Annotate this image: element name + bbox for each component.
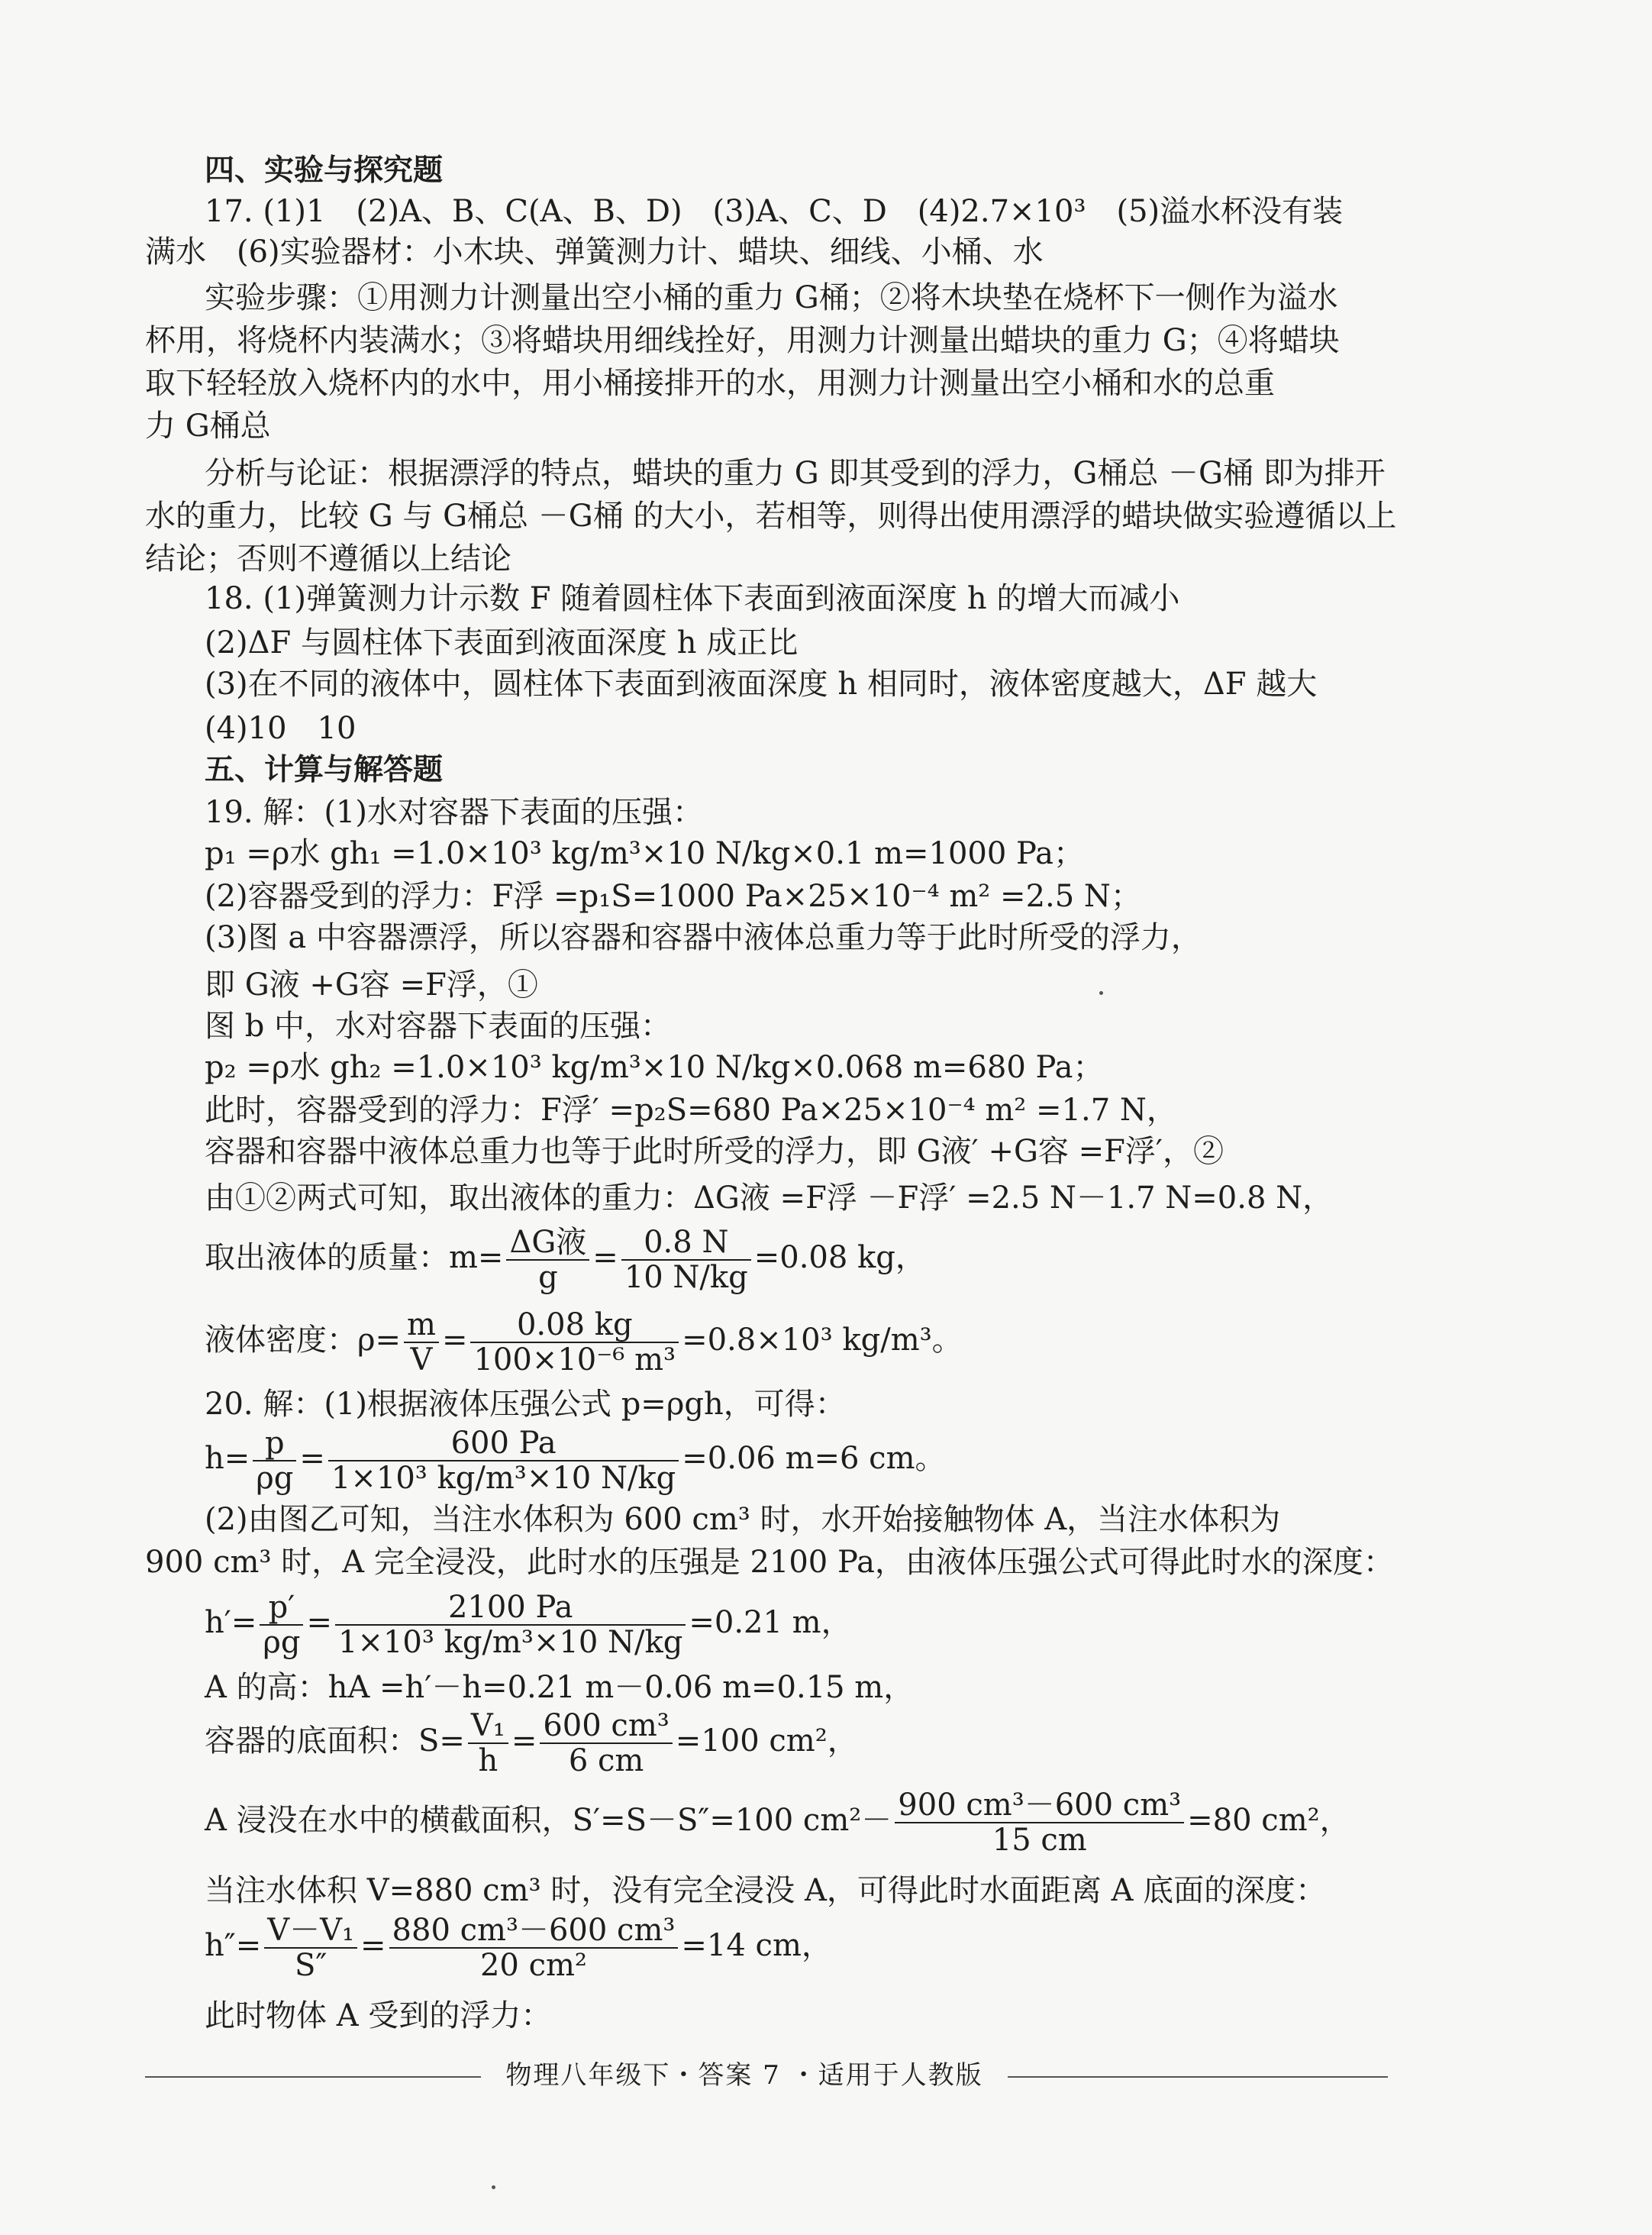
numerator: p [253, 1426, 296, 1461]
fraction [621, 1226, 751, 1294]
q19-line-9: 容器和容器中液体总重力也等于此时所受的浮力，即 G液′ +G容 =F浮′，② [205, 1134, 1224, 1169]
q19-line-10: 由①②两式可知，取出液体的重力：ΔG液 =F浮 －F浮′ =2.5 N－1.7 N=0.8 N， [205, 1180, 1334, 1216]
equals-sign: = [306, 1605, 332, 1640]
q17-line-6: 力 G桶总 [145, 409, 271, 444]
q19-line-5: 即 G液 +G容 =F浮，① [205, 967, 538, 1003]
q17-line-8: 水的重力，比较 G 与 G桶总 －G桶 的大小，若相等，则得出使用漂浮的蜡块做实验遵循以上 [145, 499, 1397, 534]
denominator: S″ [294, 1948, 327, 1983]
numerator: 900 cm³－600 cm³ [895, 1788, 1184, 1823]
denominator: ρg [256, 1461, 294, 1496]
q18-line-2: (2)ΔF 与圆柱体下表面到液面深度 h 成正比 [205, 625, 799, 660]
equation-prefix: h″= [205, 1928, 262, 1963]
q17-line-7: 分析与论证：根据漂浮的特点，蜡块的重力 G 即其受到的浮力，G桶总 －G桶 即为排开 [205, 456, 1386, 491]
q19-density-equation [205, 1308, 963, 1377]
q17-line-1: 17. (1)1 (2)A、B、C(A、B、D) (3)A、C、D (4)2.7×10³ (5)溢水杯没有装 [205, 194, 1344, 229]
q20-h-prime-equation [205, 1591, 852, 1659]
denominator: 15 cm [992, 1823, 1087, 1858]
denominator: 10 N/kg [624, 1260, 748, 1295]
equation-suffix: =0.06 m=6 cm。 [682, 1441, 946, 1476]
fraction [404, 1308, 439, 1377]
equation-suffix: =14 cm， [681, 1928, 832, 1963]
scan-speck [1099, 991, 1103, 995]
q17-line-2: 满水 (6)实验器材：小木块、弹簧测力计、蜡块、细线、小桶、水 [145, 234, 1044, 270]
q19-line-8: 此时，容器受到的浮力：F浮′ =p₂S=680 Pa×25×10⁻⁴ m² =1.7 N， [205, 1093, 1177, 1128]
denominator: g [538, 1260, 558, 1295]
equation-suffix: =0.8×10³ kg/m³。 [682, 1323, 963, 1358]
numerator: ΔG液 [506, 1226, 589, 1261]
q20-line-v: 当注水体积 V=880 cm³ 时，没有完全浸没 A，可得此时水面距离 A 底面的深度： [205, 1873, 1327, 1908]
fraction [253, 1426, 296, 1495]
fraction [260, 1591, 303, 1659]
numerator: 600 Pa [328, 1426, 679, 1461]
q19-line-1: 19. 解：(1)水对容器下表面的压强： [205, 795, 703, 830]
equation-suffix: =80 cm²， [1187, 1803, 1350, 1838]
equals-sign: = [360, 1928, 386, 1963]
equation-suffix: =0.21 m， [689, 1605, 852, 1640]
scan-speck [492, 2185, 495, 2189]
equals-sign: = [592, 1240, 618, 1275]
fraction [470, 1308, 679, 1377]
section-heading-4: 四、实验与探究题 [205, 153, 444, 188]
q20-line-last: 此时物体 A 受到的浮力： [205, 1998, 552, 2033]
numerator: 0.8 N [621, 1226, 751, 1261]
page-footer: 物理八年级下・答案 7 ・适用于人教版 [505, 2060, 983, 2091]
equals-sign: = [441, 1323, 468, 1358]
equation-prefix: 取出液体的质量：m= [205, 1240, 504, 1275]
numerator: p′ [260, 1591, 303, 1626]
fraction [264, 1914, 357, 1982]
fraction [335, 1591, 686, 1659]
fraction [506, 1226, 589, 1294]
q17-line-5: 取下轻轻放入烧杯内的水中，用小桶接排开的水，用测力计测量出空小桶和水的总重 [145, 366, 1275, 401]
footer-rule-right [1008, 2076, 1388, 2078]
q20-h-double-prime-equation [205, 1914, 832, 1982]
q20-line-2: (2)由图乙可知，当注水体积为 600 cm³ 时，水开始接触物体 A，当注水体积为 [205, 1502, 1281, 1537]
denominator: V [410, 1342, 433, 1377]
equation-prefix: h′= [205, 1605, 257, 1640]
numerator: 880 cm³－600 cm³ [389, 1914, 679, 1949]
equation-prefix: A 浸没在水中的横截面积，S′=S－S″=100 cm²－ [205, 1803, 892, 1838]
fraction [895, 1788, 1184, 1857]
q20-h-equation [205, 1426, 946, 1495]
q20-cross-section-equation [205, 1788, 1350, 1857]
denominator: 20 cm² [479, 1948, 587, 1983]
denominator: h [478, 1743, 499, 1778]
q17-line-4: 杯用，将烧杯内装满水；③将蜡块用细线拴好，用测力计测量出蜡块的重力 G；④将蜡块 [145, 323, 1340, 358]
denominator: 1×10³ kg/m³×10 N/kg [338, 1625, 683, 1660]
fraction [540, 1709, 672, 1778]
q19-line-7: p₂ =ρ水 gh₂ =1.0×10³ kg/m³×10 N/kg×0.068 m=680 Pa； [205, 1050, 1104, 1085]
equation-prefix: h= [205, 1441, 250, 1476]
q19-line-4: (3)图 a 中容器漂浮，所以容器和容器中液体总重力等于此时所受的浮力， [205, 920, 1202, 955]
fraction [468, 1709, 508, 1778]
q19-line-6: 图 b 中，水对容器下表面的压强： [205, 1009, 672, 1044]
equation-suffix: =0.08 kg， [753, 1240, 926, 1275]
q18-line-3: (3)在不同的液体中，圆柱体下表面到液面深度 h 相同时，液体密度越大，ΔF 越大 [205, 667, 1318, 702]
numerator: V₁ [468, 1709, 508, 1744]
equation-suffix: =100 cm²， [675, 1723, 858, 1759]
denominator: 1×10³ kg/m³×10 N/kg [331, 1461, 676, 1496]
section-heading-5: 五、计算与解答题 [205, 753, 444, 787]
numerator: 600 cm³ [540, 1709, 672, 1744]
q17-line-3: 实验步骤：①用测力计测量出空小桶的重力 G桶；②将木块垫在烧杯下一侧作为溢水 [205, 280, 1338, 315]
q18-line-4: (4)10 10 [205, 711, 357, 746]
q20-line-ha: A 的高：hA =h′－h=0.21 m－0.06 m=0.15 m， [205, 1670, 915, 1705]
q19-mass-equation [205, 1226, 926, 1294]
equation-prefix: 液体密度：ρ= [205, 1323, 402, 1358]
equation-prefix: 容器的底面积：S= [205, 1723, 465, 1759]
numerator: 2100 Pa [335, 1591, 686, 1626]
denominator: ρg [263, 1625, 301, 1660]
q19-line-2: p₁ =ρ水 gh₁ =1.0×10³ kg/m³×10 N/kg×0.1 m=1000 Pa； [205, 836, 1085, 871]
denominator: 6 cm [568, 1743, 644, 1778]
numerator: V－V₁ [264, 1914, 357, 1949]
footer-rule-left [145, 2076, 481, 2078]
q20-line-3: 900 cm³ 时，A 完全浸没，此时水的压强是 2100 Pa，由液体压强公式可得此时水的深度： [145, 1545, 1394, 1580]
fraction [389, 1914, 679, 1982]
q17-line-9: 结论；否则不遵循以上结论 [145, 541, 511, 577]
denominator: 100×10⁻⁶ m³ [473, 1342, 676, 1377]
numerator: 0.08 kg [470, 1308, 679, 1343]
equals-sign: = [511, 1723, 537, 1759]
numerator: m [404, 1308, 439, 1343]
q20-line-1: 20. 解：(1)根据液体压强公式 p=ρgh，可得： [205, 1387, 846, 1422]
q19-line-3: (2)容器受到的浮力：F浮 =p₁S=1000 Pa×25×10⁻⁴ m² =2.5 N； [205, 879, 1141, 914]
fraction [328, 1426, 679, 1495]
equals-sign: = [299, 1441, 325, 1476]
q20-area-equation [205, 1709, 858, 1778]
q18-line-1: 18. (1)弹簧测力计示数 F 随着圆柱体下表面到液面深度 h 的增大而减小 [205, 581, 1180, 616]
